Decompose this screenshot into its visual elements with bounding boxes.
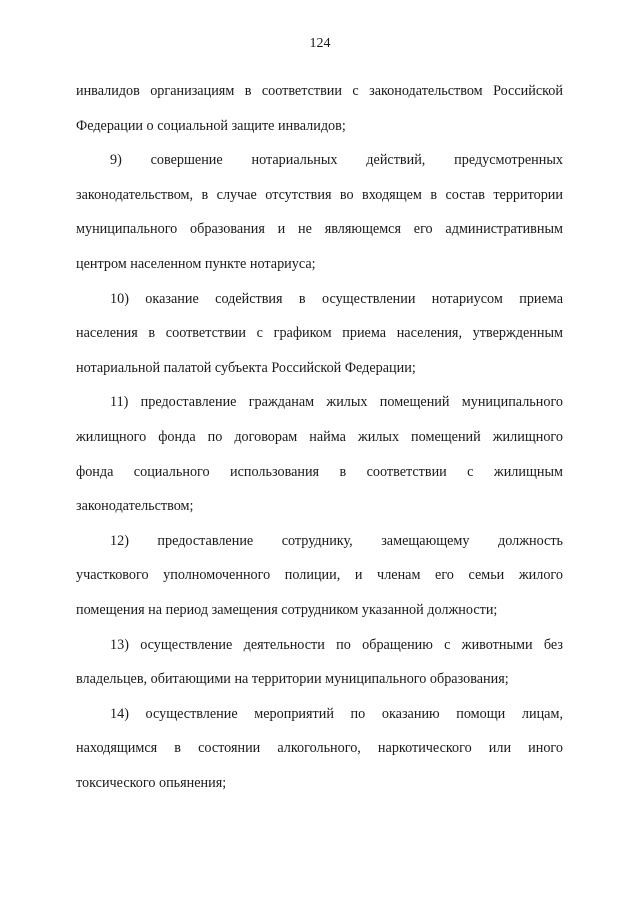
text-line: Федерации о социальной защите инвалидов; xyxy=(76,117,346,134)
text-line: владельцев, обитающими на территории муниципального образования; xyxy=(76,671,509,688)
list-item-10 xyxy=(76,282,563,386)
page-number: 124 xyxy=(309,36,331,51)
list-item-12 xyxy=(76,524,563,628)
text-line: участкового уполномоченного полиции, и членам его семьи жилого xyxy=(76,567,563,584)
text-line: населения в соответствии с графиком приема населения, утвержденным xyxy=(76,325,563,342)
text-line: законодательством; xyxy=(76,498,194,515)
list-item-13 xyxy=(76,628,563,697)
text-line: инвалидов организациям в соответствии с законодательством Российской xyxy=(76,83,563,99)
text-line: 13) осуществление деятельности по обращению с животными без xyxy=(110,636,563,653)
text-line: нотариальной палатой субъекта Российской Федерации; xyxy=(76,359,416,376)
text-line: жилищного фонда по договорам найма жилых помещений жилищного xyxy=(76,428,563,445)
text-line: 14) осуществление мероприятий по оказанию помощи лицам, xyxy=(110,705,563,722)
text-line: 12) предоставление сотруднику, замещающему должность xyxy=(110,532,563,549)
text-line: помещения на период замещения сотрудником указанной должности; xyxy=(76,601,498,618)
text-line: 11) предоставление гражданам жилых помещений муниципального xyxy=(110,394,563,411)
text-line: 9) совершение нотариальных действий, предусмотренных xyxy=(110,152,563,169)
text-line: находящимся в состоянии алкогольного, наркотического или иного xyxy=(76,740,563,757)
text-line: муниципального образования и не являющемся его административным xyxy=(76,221,563,238)
text-line: 10) оказание содействия в осуществлении нотариусом приема xyxy=(110,290,563,307)
text-line: фонда социального использования в соответствии с жилищным xyxy=(76,463,563,480)
paragraph-continuation xyxy=(76,74,563,143)
list-item-11 xyxy=(76,385,563,523)
text-line: законодательством, в случае отсутствия во входящем в состав территории xyxy=(76,186,563,203)
list-item-14 xyxy=(76,697,563,801)
document-body xyxy=(76,74,563,800)
text-line: токсического опьянения; xyxy=(76,774,227,791)
text-line: центром населенном пункте нотариуса; xyxy=(76,255,316,272)
list-item-9 xyxy=(76,143,563,281)
